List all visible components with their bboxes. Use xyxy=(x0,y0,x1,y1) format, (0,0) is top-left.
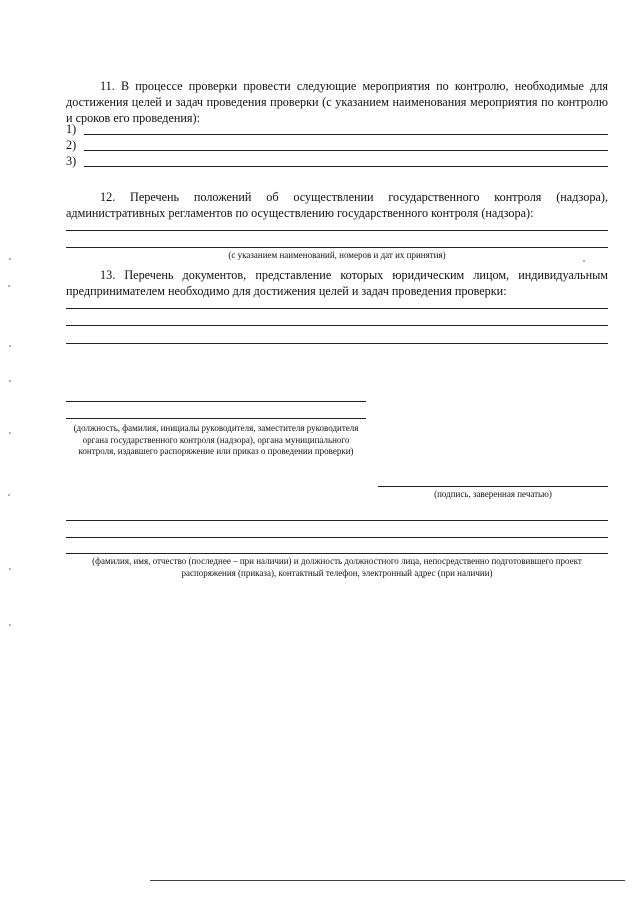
fill-line xyxy=(84,166,608,167)
fill-line xyxy=(66,553,608,554)
signature-line xyxy=(378,486,608,487)
item-number: 1) xyxy=(66,122,77,136)
section-11-item-3 xyxy=(66,154,608,170)
section-13-text: 13. Перечень документов, представление которых юридическим лицом, индивидуальным предпринимателем необходимо для достижения целей и задач проведения проверки: xyxy=(66,268,608,299)
fill-line xyxy=(66,401,366,402)
item-number: 2) xyxy=(66,138,77,152)
scan-speck xyxy=(9,432,11,434)
section-12-text: 12. Перечень положений об осуществлении государственного контроля (надзора), административных регламентов по осуществлению государственного контроля (надзора): xyxy=(66,190,608,221)
section-12-caption: (с указанием наименований, номеров и дат их принятия) xyxy=(228,250,446,260)
section-11-text: 11. В процессе проверки провести следующие мероприятия по контролю, необходимые для достижения целей и задач проведения проверки (с указанием наименования мероприятия по контролю и сроков его проведения): xyxy=(66,79,608,126)
scan-speck xyxy=(8,494,10,496)
scan-speck xyxy=(9,345,11,347)
fill-line xyxy=(84,150,608,151)
fill-line xyxy=(66,230,608,231)
scan-speck xyxy=(9,258,11,260)
scan-speck xyxy=(9,624,11,626)
scan-speck xyxy=(9,568,11,570)
signature-caption: (подпись, заверенная печатью) xyxy=(434,489,552,499)
fill-line xyxy=(66,247,608,248)
fill-line xyxy=(66,520,608,521)
bottom-edge-line xyxy=(150,880,625,881)
fill-line xyxy=(66,343,608,344)
fill-line xyxy=(84,134,608,135)
scan-speck xyxy=(583,260,585,262)
fill-line xyxy=(66,325,608,326)
fill-line xyxy=(66,418,366,419)
fill-line xyxy=(66,308,608,309)
item-number: 3) xyxy=(66,154,77,168)
section-11-item-2 xyxy=(66,138,608,154)
head-position-caption: (должность, фамилия, инициалы руководителя, заместителя руководителя органа государственного контроля (надзора), органа муниципального контроля, издавшего распоряжение или приказ о проведении проверки) xyxy=(73,423,359,456)
preparer-caption: (фамилия, имя, отчество (последнее – при наличии) и должность должностного лица, непосредственно подготовившего проект распоряжения (приказа), контактный телефон, электронный адрес (при наличии) xyxy=(92,556,582,578)
fill-line xyxy=(66,537,608,538)
scan-speck xyxy=(9,380,11,382)
section-11-item-1 xyxy=(66,122,608,138)
scan-speck xyxy=(8,285,10,287)
